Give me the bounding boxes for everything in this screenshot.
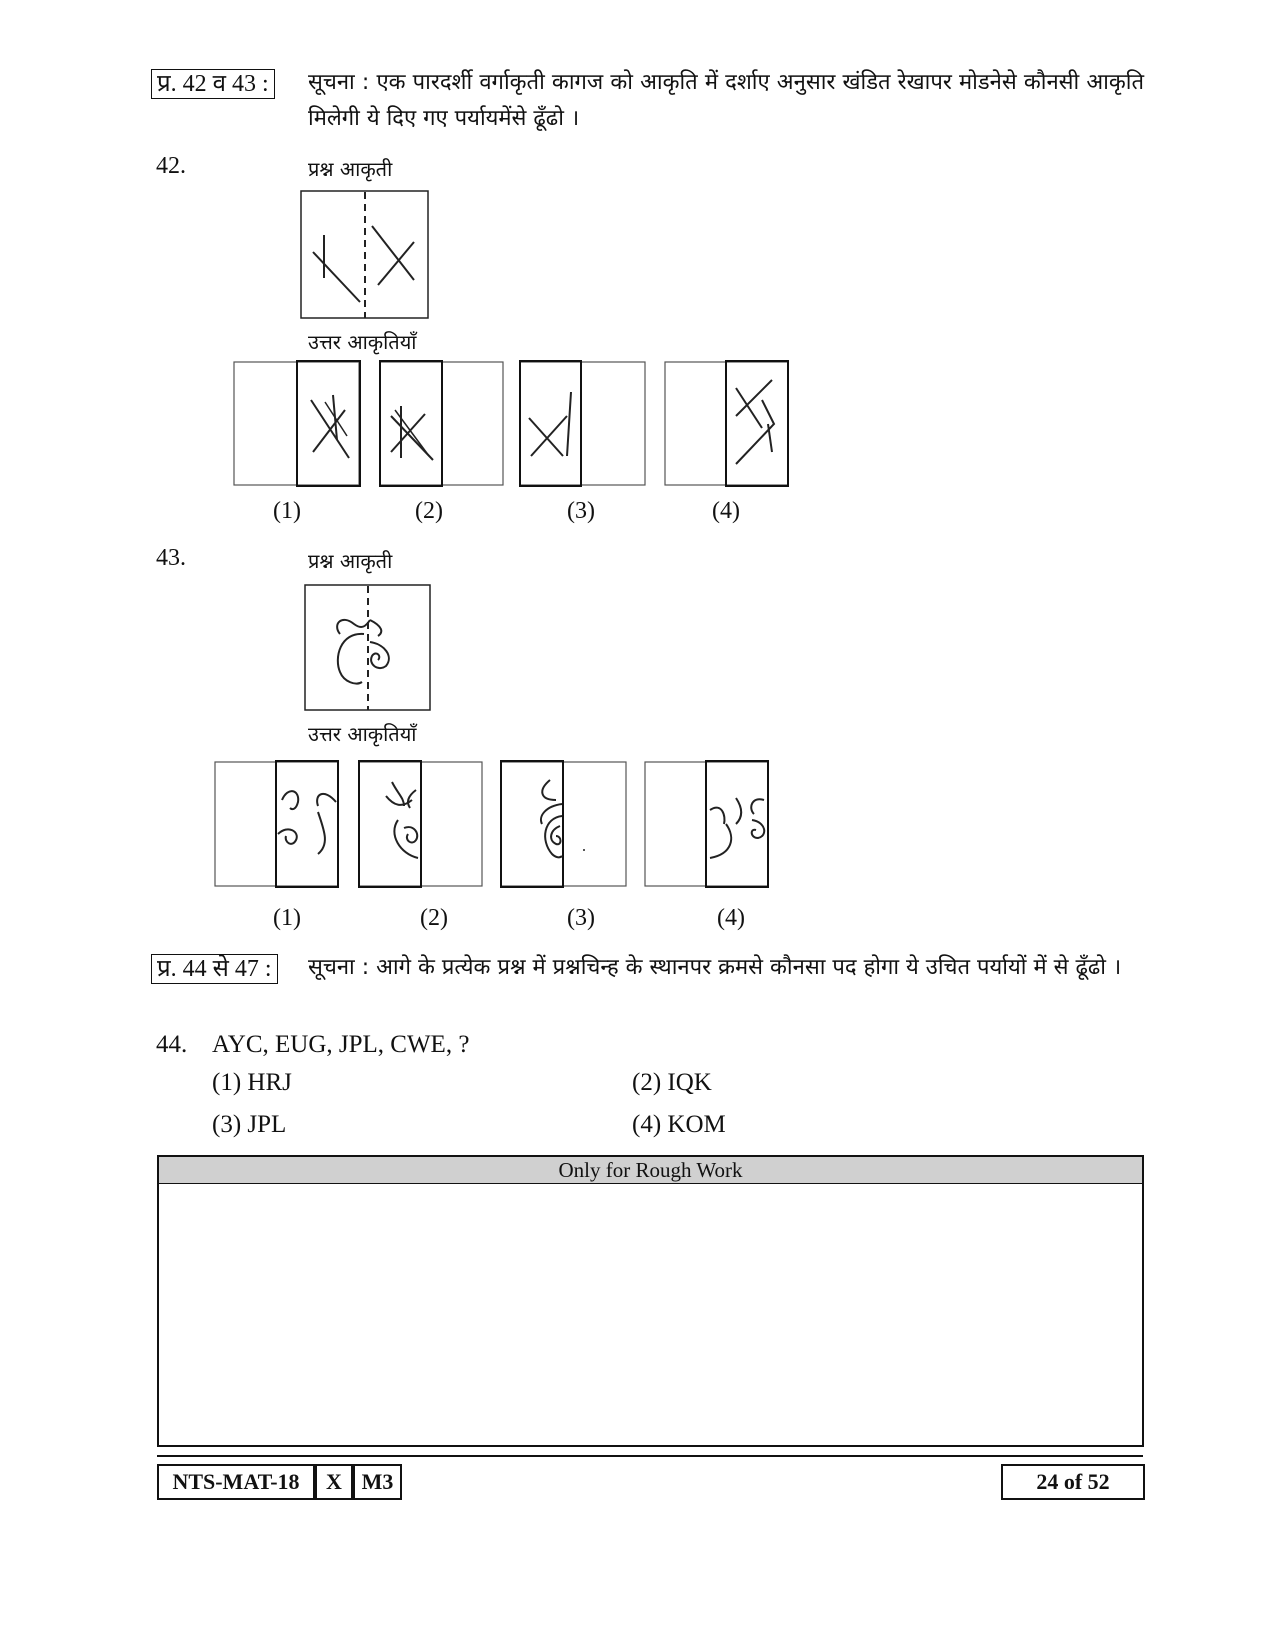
answer-figure-42-4[interactable] xyxy=(664,360,790,487)
answer-figure-42-3[interactable] xyxy=(519,360,647,487)
footer-series: M3 xyxy=(353,1464,402,1500)
answer-figure-42-1[interactable] xyxy=(233,360,361,487)
question-figure-43 xyxy=(304,584,432,712)
answer-figure-43-2[interactable] xyxy=(358,760,484,888)
question-figure-label-43: प्रश्न आकृती xyxy=(308,549,393,573)
option-label-43-3: (3) xyxy=(567,905,595,931)
question-number-43: 43. xyxy=(156,545,186,571)
question-text-44: AYC, EUG, JPL, CWE, ? xyxy=(212,1031,470,1058)
question-number-42: 42. xyxy=(156,153,186,179)
option-label-43-1: (1) xyxy=(273,905,301,931)
answer-option-44-1[interactable]: (1) HRJ xyxy=(212,1069,292,1096)
answer-figure-42-2[interactable] xyxy=(379,360,505,487)
option-label-42-4: (4) xyxy=(712,498,740,524)
option-label-43-4: (4) xyxy=(717,905,745,931)
footer-paper-code: NTS-MAT-18 xyxy=(157,1464,315,1500)
answer-figure-43-1[interactable] xyxy=(214,760,340,888)
answer-option-44-2[interactable]: (2) IQK xyxy=(632,1069,712,1096)
footer-class: X xyxy=(315,1464,353,1500)
option-label-42-1: (1) xyxy=(273,498,301,524)
answer-option-44-4[interactable]: (4) KOM xyxy=(632,1111,726,1138)
answer-option-44-3[interactable]: (3) JPL xyxy=(212,1111,287,1138)
answer-figures-label-43: उत्तर आकृतियाँ xyxy=(308,722,417,746)
instruction-tag-44-47: प्र. 44 से 47 : xyxy=(151,954,278,984)
instruction-tag-42-43: प्र. 42 व 43 : xyxy=(151,69,275,99)
answer-figures-label-42: उत्तर आकृतियाँ xyxy=(308,330,417,354)
footer-divider xyxy=(157,1455,1143,1457)
instruction-text-44-47: सूचना : आगे के प्रत्येक प्रश्न में प्रश्नचिन्ह के स्थानपर क्रमसे कौनसा पद होगा ये उचित पर्यायों में से ढूँढो । xyxy=(308,955,1122,980)
option-label-42-2: (2) xyxy=(415,498,443,524)
rough-work-title: Only for Rough Work xyxy=(159,1157,1142,1184)
answer-figure-43-3[interactable] xyxy=(500,760,628,888)
question-figure-42 xyxy=(300,190,430,320)
footer-page-number: 24 of 52 xyxy=(1001,1464,1145,1500)
answer-figure-43-4[interactable] xyxy=(644,760,770,888)
option-label-42-3: (3) xyxy=(567,498,595,524)
question-figure-label-42: प्रश्न आकृती xyxy=(308,157,393,181)
option-label-43-2: (2) xyxy=(420,905,448,931)
question-number-44: 44. xyxy=(156,1031,188,1058)
rough-work-box xyxy=(157,1155,1144,1447)
instruction-text-42-43: सूचना : एक पारदर्शी वर्गाकृती कागज को आकृति में दर्शाए अनुसार खंडित रेखापर मोडनेसे कौनसी आकृति मिलेगी ये दिए गए पर्यायमेंसे ढूँढो । xyxy=(308,70,1144,131)
